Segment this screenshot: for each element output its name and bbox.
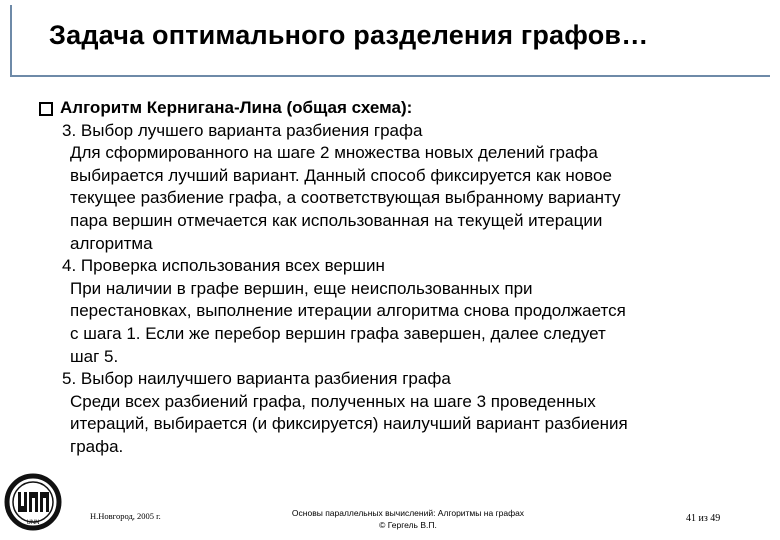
step-4-title: 4. Проверка использования всех вершин — [62, 256, 385, 276]
page-number: 41 из 49 — [686, 513, 721, 524]
step-3-description — [38, 142, 748, 255]
text-line: Среди всех разбиений графа, полученных на шаге 3 проведенных — [70, 391, 596, 411]
step-3-title: 3. Выбор лучшего варианта разбиения графа — [62, 120, 423, 140]
heading-text: Алгоритм Кернигана-Лина (общая схема): — [60, 98, 413, 117]
step-4-description — [38, 278, 748, 368]
slide-title: Задача оптимального разделения графов… — [49, 20, 649, 50]
footer-course — [258, 507, 558, 531]
text-line: При наличии в графе вершин, еще неиспользованных при — [70, 278, 533, 298]
footer-course-title: Основы параллельных вычислений: Алгоритмы на графах — [291, 508, 525, 518]
step-5-description — [38, 391, 748, 459]
text-line: пара вершин отмечается как использованная на текущей итерации — [70, 210, 603, 230]
bullet-heading — [38, 97, 748, 120]
footer-location-date: Н.Новгород, 2005 г. — [90, 511, 161, 521]
text-line: Для сформированного на шаге 2 множества новых делений графа — [70, 143, 598, 163]
text-line: алгоритма — [70, 233, 153, 253]
square-bullet-icon — [39, 102, 53, 116]
text-line: шаг 5. — [70, 346, 119, 366]
text-line: с шага 1. Если же перебор вершин графа завершен, далее следует — [70, 323, 606, 343]
slide-body — [38, 97, 748, 459]
university-logo-icon — [4, 473, 62, 531]
step-5-title: 5. Выбор наилучшего варианта разбиения графа — [62, 369, 451, 389]
title-frame-underline — [10, 75, 770, 77]
footer-author: © Гергель В.П. — [379, 520, 437, 530]
logo-text: UNN — [26, 520, 40, 526]
text-line: текущее разбиение графа, а соответствующая выбранному варианту — [70, 188, 621, 208]
text-line: выбирается лучший вариант. Данный способ фиксируется как новое — [70, 165, 612, 185]
text-line: итераций, выбирается (и фиксируется) наилучший вариант разбиения — [70, 414, 628, 434]
text-line: перестановках, выполнение итерации алгоритма снова продолжается — [70, 301, 626, 321]
title-frame-vertical — [10, 5, 12, 77]
text-line: графа. — [70, 436, 124, 456]
